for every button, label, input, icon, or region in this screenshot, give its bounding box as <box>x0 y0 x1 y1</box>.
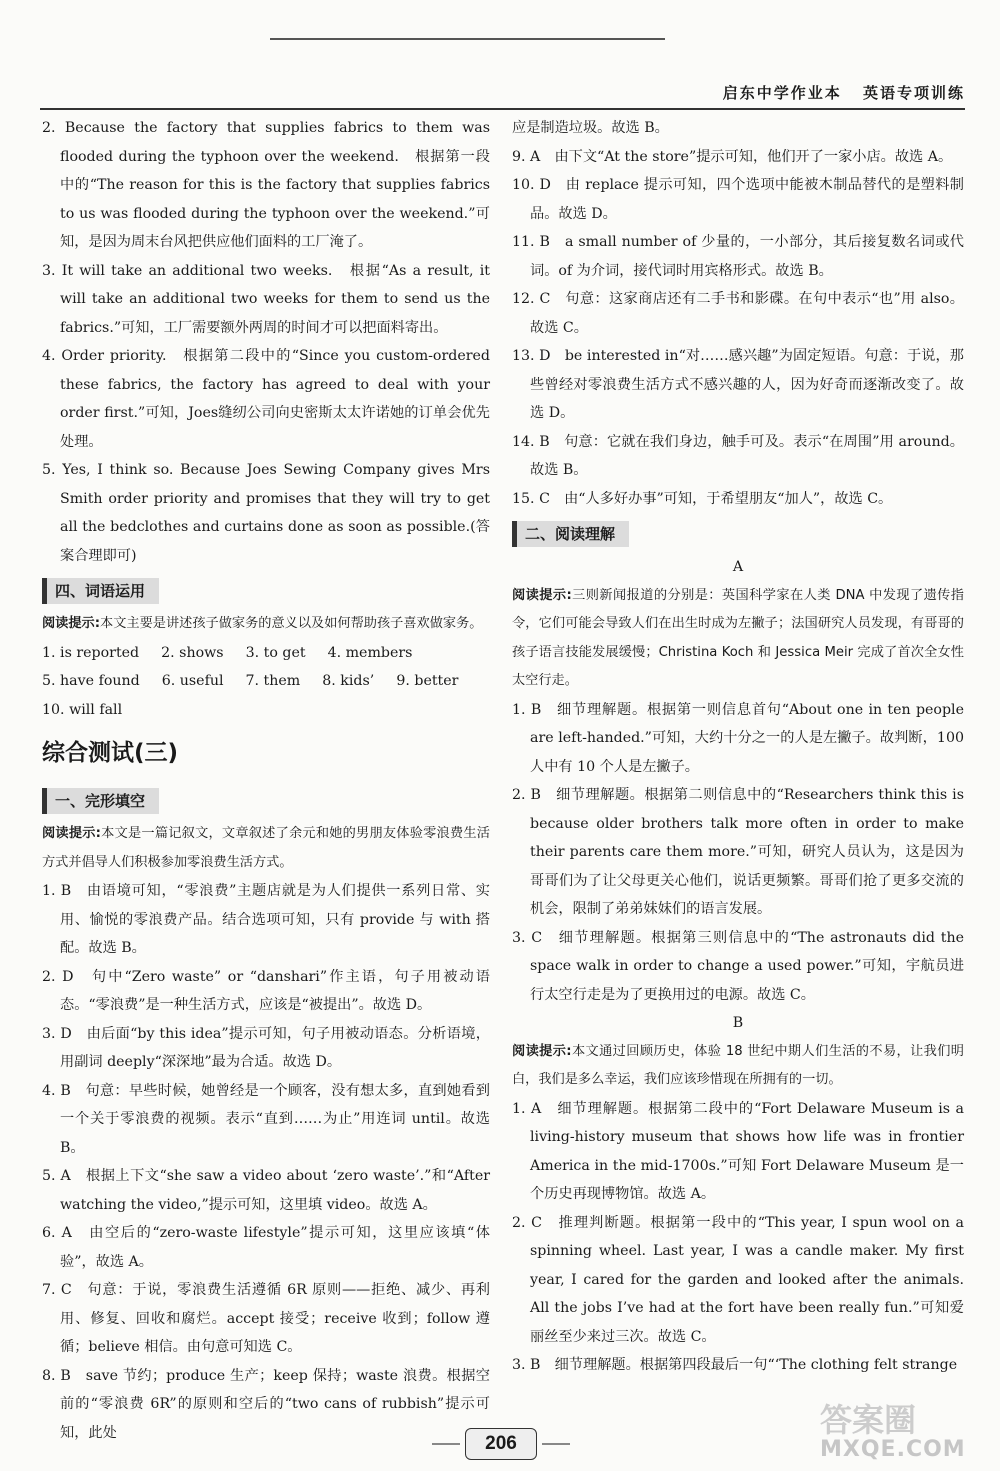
word-answer: 5. have found <box>42 673 140 689</box>
list-item: 11. B a small number of 少量的，一小部分，其后接复数名词或代词。of 为介词，接代词时用宾格形式。故选 B。 <box>512 234 964 279</box>
list-item: 1. A 细节理解题。根据第二段中的“Fort Delaware Museum is a living-history museum that shows how life was in frontier America in the mid-1700s.”可知 Fort Delaware Museum 是一个历史再现博物馆。故选 A。 <box>512 1100 964 1202</box>
list-item: 3. D 由后面“by this idea”提示可知，句子用被动语态。分析语境，用副词 deeply“深深地”最为合适。故选 D。 <box>42 1025 490 1070</box>
continuation-text: 应是制造垃圾。故选 B。 <box>512 120 669 136</box>
reading-hint <box>512 582 964 696</box>
hint-text: 本文主要是讲述孩子做家务的意义以及如何帮助孩子喜欢做家务。 <box>100 616 483 631</box>
list-item: 12. C 句意：这家商店还有二手书和影碟。在句中表示“也”用 also。故选 C。 <box>512 291 964 336</box>
hint-label: 阅读提示: <box>42 616 101 631</box>
watermark-url: MXQE.COM <box>820 1437 966 1462</box>
list-item: 15. C 由“人多好办事”可知，于希望朋友“加人”，故选 C。 <box>512 490 893 507</box>
reading-hint <box>42 820 490 877</box>
list-item: 7. C 句意：于说，零浪费生活遵循 6R 原则——拒绝、减少、再利用、修复、回收和腐烂。accept 接受；receive 收到；follow 遵循；believe 相信。由句意可知选 C。 <box>42 1282 490 1355</box>
list-item: 4. B 句意：早些时候，她曾经是一个顾客，没有想太多，直到她看到一个关于零浪费的视频。表示“直到……为止”用连词 until。故选 B。 <box>42 1082 490 1156</box>
word-answer: 10. will fall <box>42 701 123 718</box>
reading-hint <box>512 1038 964 1095</box>
top-rule <box>270 38 665 40</box>
list-item: 5. Yes, I think so. Because Joes Sewing Company gives Mrs Smith order priority and promises that they will try to get all the bedclothes and curtains done as soon as possible.(答案合理即可) <box>42 462 490 564</box>
test-title: 综合测试(三) <box>42 740 179 766</box>
passage-label: B <box>732 1015 744 1031</box>
word-answer: 7. them <box>245 673 301 689</box>
list-item: 2. C 推理判断题。根据第一段中的“This year, I spun wool on a spinning wheel. Last year, I was a candle maker. My first year, I cared for the garden and looked after the animals. All the jobs I’ve had at the fort have been really fun.”可知爱丽丝至少来过三次。故选 C。 <box>512 1214 964 1345</box>
right-column <box>512 114 964 1380</box>
section-heading: 四、词语运用 <box>42 578 159 604</box>
section-heading: 一、完形填空 <box>42 788 159 814</box>
page-number: 206 <box>465 1428 537 1460</box>
word-answer: 9. better <box>396 673 459 689</box>
list-item: 4. Order priority. 根据第二段中的“Since you custom-ordered these fabrics, the factory has agreed to deal with your order first.”可知，Joes缝纫公司向史密斯太太许诺她的订单会优先处理。 <box>42 348 490 450</box>
section-heading: 二、阅读理解 <box>512 521 629 547</box>
hint-label: 阅读提示: <box>512 587 572 603</box>
subject-title: 英语专项训练 <box>862 84 965 102</box>
list-item: 2. B 细节理解题。根据第二则信息中的“Researchers think this is because older brothers talk more often in order to make their parents care them more.”可知，研究人员认为，这是因为哥哥们为了让父母更关心他们，说话更频繁。哥哥们抢了更多交流的机会，限制了弟弟妹妹们的语言发展。 <box>512 787 964 917</box>
list-item: 9. A 由下文“At the store”提示可知，他们开了一家小店。故选 A。 <box>512 148 953 165</box>
word-answer: 8. kids’ <box>322 673 375 689</box>
hint-text: 本文是一篇记叙文，文章叙述了余元和她的男朋友体验零浪费生活方式并倡导人们积极参加零浪费生活方式。 <box>42 826 490 870</box>
word-answer: 6. useful <box>161 673 224 689</box>
list-item: 2. Because the factory that supplies fabrics to them was flooded during the typhoon over the weekend. 根据第一段中的“The reason for this is the factory that supplies fabrics to us was flooded during the typhoon over the weekend.”可知，是因为周末台风把供应他们面料的工厂淹了。 <box>42 120 490 250</box>
page-header <box>40 82 965 103</box>
passage-label: A <box>732 559 744 575</box>
list-item: 10. D 由 replace 提示可知，四个选项中能被木制品替代的是塑料制品。故选 D。 <box>512 177 964 222</box>
word-answer: 2. shows <box>161 644 224 661</box>
word-answers <box>42 639 490 725</box>
hint-text: 本文通过回顾历史，体验 18 世纪中期人们生活的不易，让我们明白，我们是多么幸运，我们应该珍惜现在所拥有的一切。 <box>512 1043 964 1087</box>
word-answer: 1. is reported <box>42 644 140 661</box>
list-item: 6. A 由空后的“zero-waste lifestyle”提示可知，这里应该填“体验”，故选 A。 <box>42 1225 490 1270</box>
reading-hint <box>42 610 490 639</box>
list-item: 1. B 细节理解题。根据第一则信息首句“About one in ten people are left-handed.”可知，大约十分之一的人是左撇子。故判断，100 人中有 10 个人是左撇子。 <box>512 701 964 775</box>
word-answer: 3. to get <box>245 644 306 661</box>
list-item: 5. A 根据上下文“she saw a video about ‘zero waste’.”和“After watching the video,”提示可知，这里填 video。故选 A。 <box>42 1168 490 1213</box>
list-item: 3. It will take an additional two weeks. 根据“As a result, it will take an additional two weeks for them to send us the fabrics.”可知，工厂需要额外两周的时间才可以把面料寄出。 <box>42 262 490 336</box>
list-item: 14. B 句意：它就在我们身边，触手可及。表示“在周围”用 around。故选 B。 <box>512 433 964 478</box>
left-column <box>42 114 490 1447</box>
watermark-logo: 答案圈 <box>820 1401 917 1439</box>
list-item: 3. B 细节理解题。根据第四段最后一句“‘The clothing felt strange <box>512 1357 958 1373</box>
hint-text: 三则新闻报道的分别是：英国科学家在人类 DNA 中发现了遗传指令，它们可能会导致人们在出生时成为左撇子；法国研究人员发现，有哥哥的孩子语言技能发展缓慢；Christina Koch 和 Jessica Meir 完成了首次全女性太空行走。 <box>512 587 964 688</box>
book-title: 启东中学作业本 <box>722 84 842 102</box>
list-item: 2. D 句中“Zero waste” or “danshari”作主语，句子用被动语态。“零浪费”是一种生活方式，应该是“被提出”。故选 D。 <box>42 968 490 1013</box>
list-item: 13. D be interested in“对……感兴趣”为固定短语。句意：于说，那些曾经对零浪费生活方式不感兴趣的人，因为好奇而逐渐改变了。故选 D。 <box>512 348 964 421</box>
word-answer: 4. members <box>327 644 413 661</box>
hint-label: 阅读提示: <box>42 826 101 841</box>
list-item: 1. B 由语境可知，“零浪费”主题店就是为人们提供一系列日常、实用、愉悦的零浪费产品。结合选项可知，只有 provide 与 with 搭配。故选 B。 <box>42 883 490 956</box>
header-rule <box>40 108 965 110</box>
list-item: 8. B save 节约；produce 生产；keep 保持；waste 浪费。根据空前的“零浪费 6R”的原则和空后的“two cans of rubbish”提示可知，此处 <box>42 1367 490 1441</box>
list-item: 3. C 细节理解题。根据第三则信息中的“The astronauts did the space walk in order to change a used power.”可知，宇航员进行太空行走是为了更换用过的电源。故选 C。 <box>512 929 964 1003</box>
hint-label: 阅读提示: <box>512 1043 572 1059</box>
